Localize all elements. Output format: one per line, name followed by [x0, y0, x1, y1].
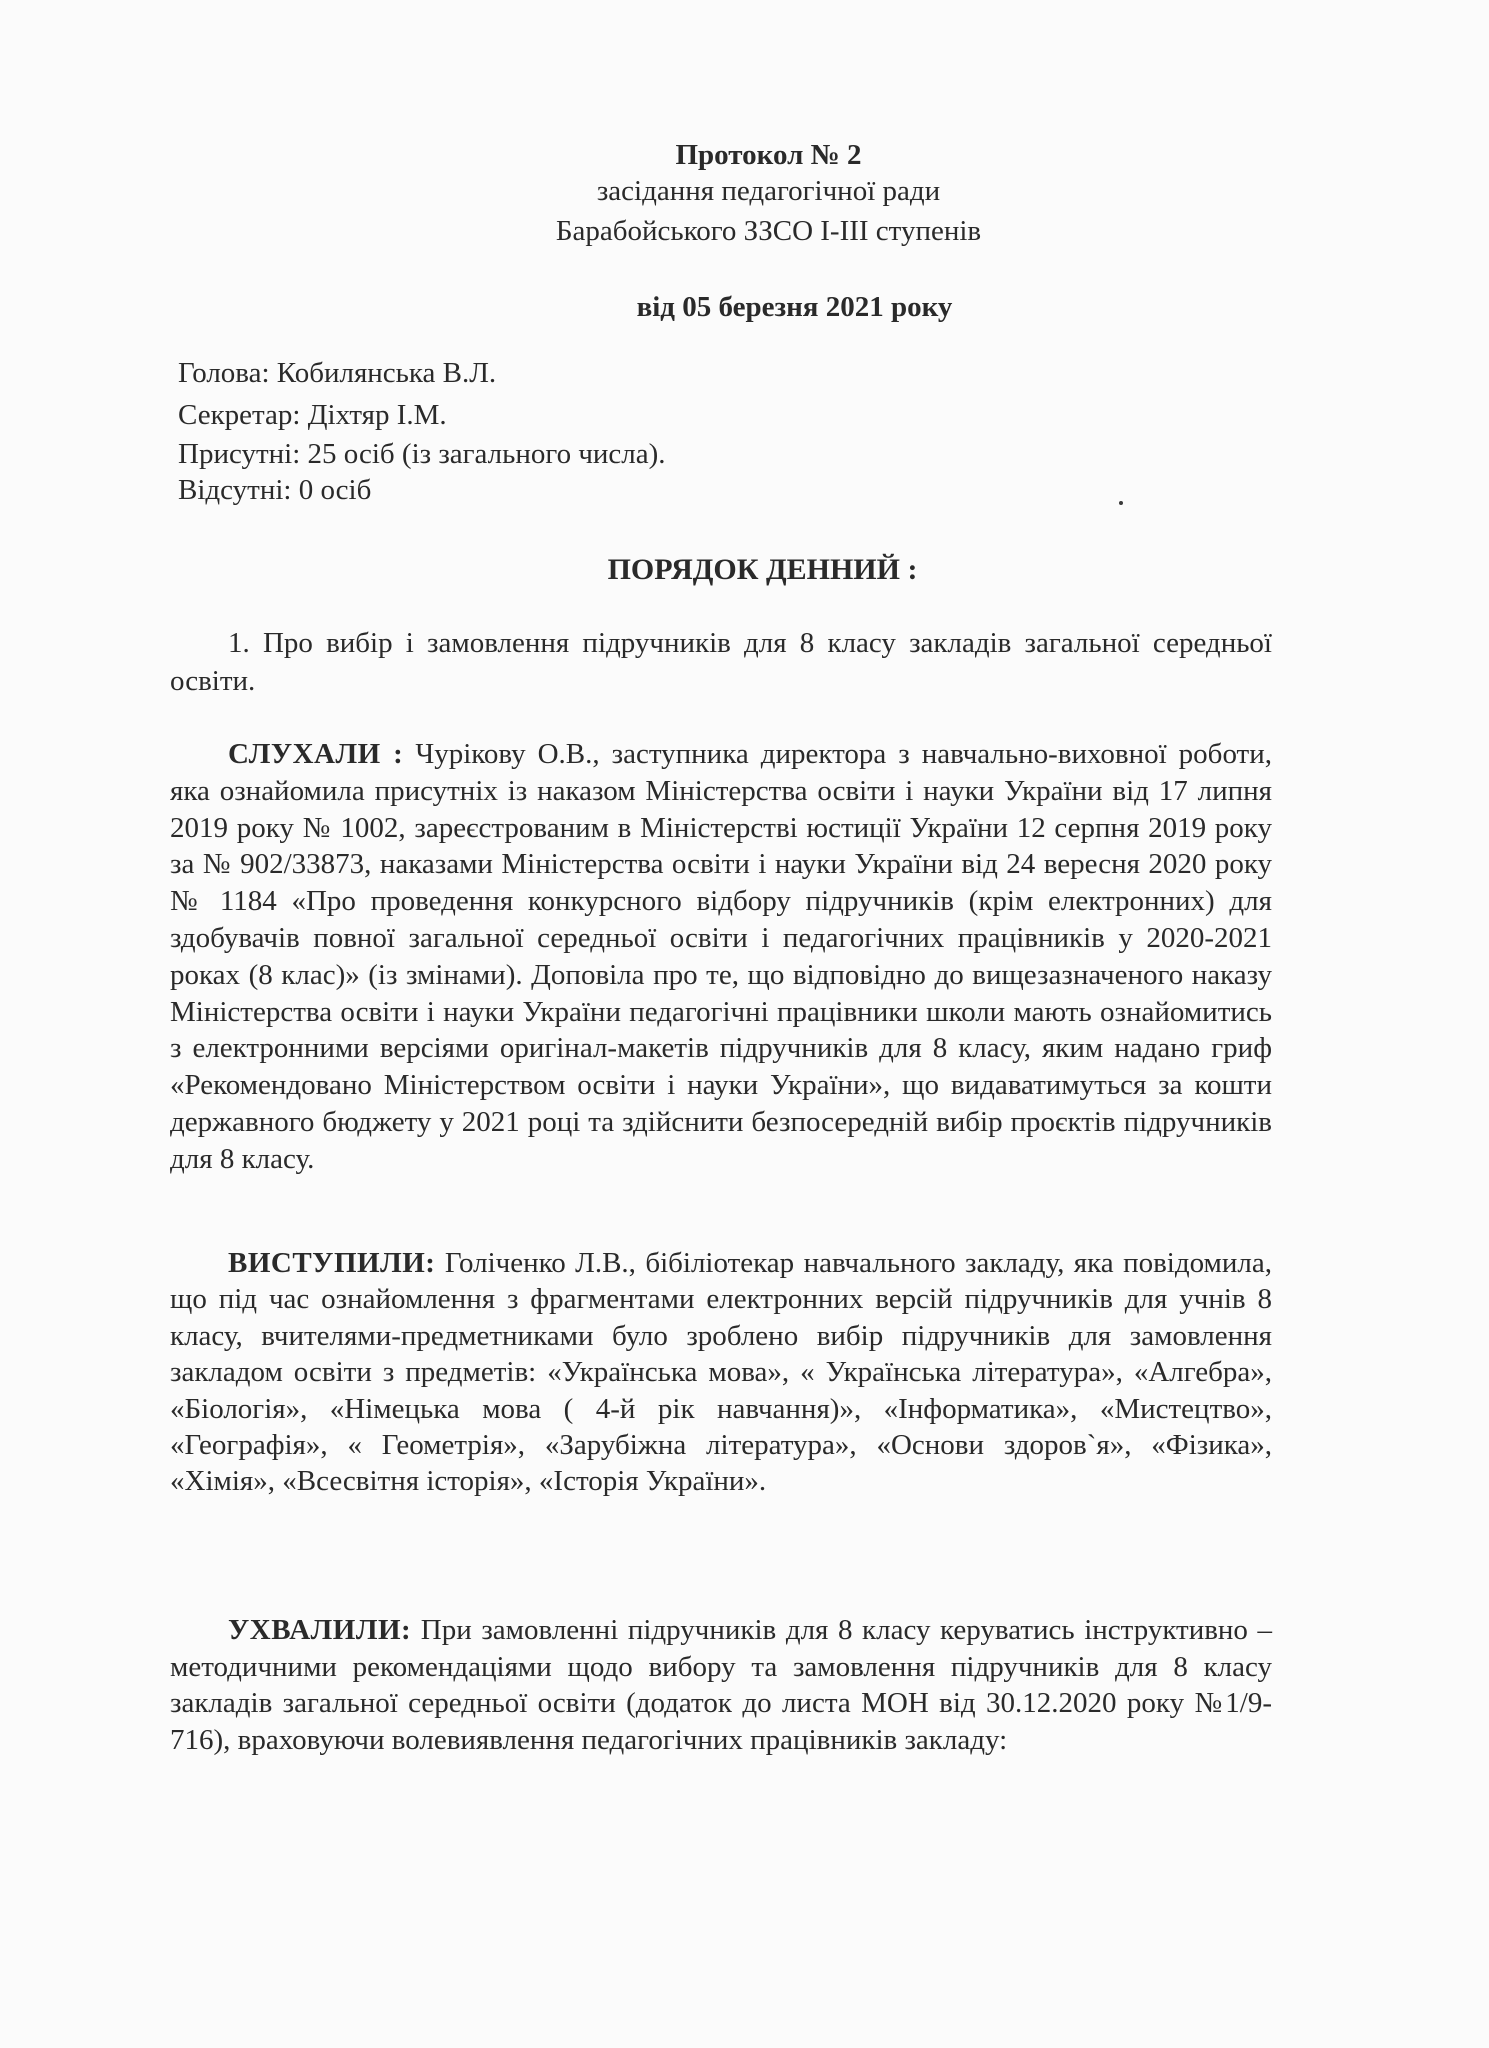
- scan-speck: [1119, 501, 1123, 505]
- protocol-subtitle-school: Барабойського ЗЗСО І-ІІІ ступенів: [555, 215, 982, 247]
- heard-label: СЛУХАЛИ :: [228, 738, 404, 770]
- protocol-subtitle-council: засідання педагогічної ради: [596, 175, 941, 207]
- attendance-absent: Відсутні: 0 осіб: [178, 474, 372, 506]
- attendance-chair: Голова: Кобилянська В.Л.: [178, 357, 497, 389]
- resolved-label: УХВАЛИЛИ:: [228, 1614, 412, 1646]
- heard-text: Чурікову О.В., заступника директора з навчально-виховної роботи, яка ознайомила присутніх із наказом Міністерства освіти і науки України від 17 липня 2019 року № 1002, зареєстрованим в Міністерстві юстиції України 12 серпня 2019 року за № 902/33873, наказами Міністерства освіти і науки України від 24 вересня 2020 року № 1184 «Про проведення конкурсного відбору підручників (крім електронних) для здобувачів повної загальної середньої освіти і педагогічних працівників у 2020-2021 роках (8 клас)» (із змінами). Доповіла про те, що відповідно до вищезазначеного наказу Міністерства освіти і науки України педагогічні працівники школи мають ознайомитись з електронними версіями оригінал-макетів підручників для 8 класу, яким надано гриф «Рекомендовано Міністерством освіти і науки України», що видаватимуться за кошти державного бюджету у 2021 році та здійснити безпосередній вибір проєктів підручників для 8 класу.: [170, 738, 1272, 1175]
- agenda-title: ПОРЯДОК ДЕННИЙ :: [607, 553, 918, 586]
- section-resolved: [170, 1612, 1272, 1758]
- attendance-present: Присутні: 25 осіб (із загального числа).: [178, 438, 666, 470]
- protocol-date: від 05 березня 2021 року: [636, 291, 953, 323]
- agenda-item-text: 1. Про вибір і замовлення підручників для 8 класу закладів загальної середньої освіти.: [170, 627, 1272, 697]
- resolved-text: При замовленні підручників для 8 класу керуватись інструктивно – методичними рекомендаціями щодо вибору та замовлення підручників для 8 класу закладів загальної середньої освіти (додаток до листа МОН від 30.12.2020 року №1/9-716), враховуючи волевиявлення педагогічних працівників закладу:: [170, 1614, 1273, 1756]
- attendance-secretary: Секретар: Діхтяр І.М.: [178, 399, 447, 431]
- agenda-item: [170, 624, 1272, 700]
- spoke-label: ВИСТУПИЛИ:: [228, 1247, 436, 1279]
- section-heard: [170, 736, 1272, 1178]
- protocol-title: Протокол № 2: [675, 139, 862, 171]
- spoke-text: Голіченко Л.В., бібіліотекар навчального закладу, яка повідомила, що під час ознайомлення з фрагментами електронних версій підручників для учнів 8 класу, вчителями-предметниками було зроблено вибір підручників для замовлення закладом освіти з предметів: «Українська мова», « Українська література», «Алгебра», «Біологія», «Німецька мова ( 4-й рік навчання)», «Інформатика», «Мистецтво», «Географія», « Геометрія», «Зарубіжна література», «Основи здоров`я», «Фізика», «Хімія», «Всесвітня історія», «Історія України».: [170, 1247, 1273, 1498]
- section-spoke: [170, 1245, 1272, 1500]
